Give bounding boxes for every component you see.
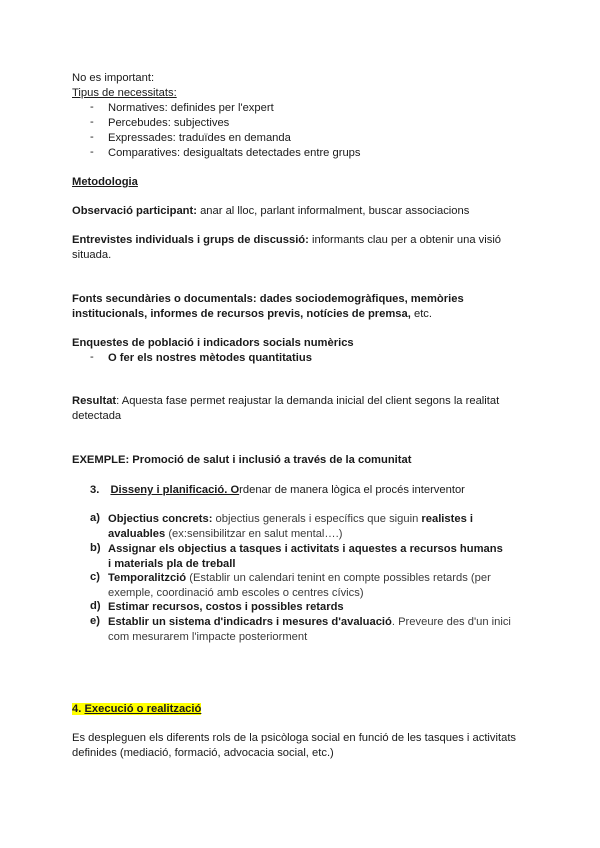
step-4-text-1: Es despleguen els diferents rols de la psicòloga social en funció de les tasques i activitats <box>72 732 517 744</box>
list-item: Normatives: definides per l'expert <box>108 102 274 114</box>
sources-bold: institucionals, informes de recursos previs, notícies de premsa, <box>72 308 411 320</box>
observation-paragraph <box>72 204 469 219</box>
step-4-number: 4. <box>72 703 85 715</box>
list-dash: - <box>90 101 94 113</box>
sub-item-text: . Preveure des d'un inici com mesurarem l'impacte posteriorment <box>108 616 511 643</box>
sub-item-text-2: (ex:sensibilitzar en salut mental….) <box>165 528 343 540</box>
list-dash: - <box>90 131 94 143</box>
sub-item-marker: b) <box>90 542 101 554</box>
step-4-text-2: definides (mediació, formació, advocacia social, etc.) <box>72 747 334 759</box>
sources-tail: etc. <box>410 308 432 320</box>
result-label: Resultat <box>72 395 117 407</box>
sub-item-marker: e) <box>90 615 100 627</box>
sub-item-bold: Establir un sistema d'indicadrs i mesures d'avaluació <box>108 616 392 628</box>
interviews-label: Entrevistes individuals i grups de discussió: <box>72 234 309 246</box>
surveys-sub-item: O fer els nostres mètodes quantitatius <box>108 352 312 364</box>
interviews-text: informants clau per a obtenir una visió <box>308 234 502 246</box>
result-paragraph <box>72 394 499 409</box>
result-text-cont: detectada <box>72 410 122 422</box>
sub-item-b: Assignar els objectius a tasques i activitats i aquestes a recursos humans i materials pla de treball <box>108 543 503 570</box>
sub-item-c <box>108 571 513 601</box>
list-dash: - <box>90 116 94 128</box>
sub-item-marker: a) <box>90 512 100 524</box>
step-3-text: rdenar de manera lògica el procés interventor <box>239 484 465 496</box>
list-item: Percebudes: subjectives <box>108 117 230 129</box>
list-item: Comparatives: desigualtats detectades entre grups <box>108 147 361 159</box>
observation-label: Observació participant: <box>72 205 197 217</box>
list-dash: - <box>90 351 94 363</box>
surveys-label: Enquestes de població i indicadors socials numèrics <box>72 337 354 349</box>
sources-line-2 <box>72 307 432 322</box>
sub-item-marker: c) <box>90 571 100 583</box>
methodology-heading: Metodologia <box>72 176 138 188</box>
sub-item-a <box>108 512 528 542</box>
observation-text: anar al lloc, parlant informalment, buscar associacions <box>196 205 470 217</box>
result-text: : Aquesta fase permet reajustar la demanda inicial del client segons la realitat <box>116 395 500 407</box>
step-4-title: Execució o realització <box>84 703 202 715</box>
interviews-paragraph <box>72 233 501 248</box>
interviews-text-cont: situada. <box>72 249 112 261</box>
needs-title: Tipus de necessitats: <box>72 87 177 99</box>
example-heading: EXEMPLE: Promoció de salut i inclusió a través de la comunitat <box>72 454 412 466</box>
sub-item-text: (Establir un calendari tenint en compte possibles retards (per exemple, coordinació amb escoles o centres cívics) <box>108 572 491 599</box>
step-3-number: 3. <box>90 484 100 496</box>
sub-item-bold: Temporalitzció <box>108 572 187 584</box>
sub-item-bold-2: realistes i avaluables <box>108 513 474 540</box>
not-important-label: No es important: <box>72 72 155 84</box>
step-3-heading <box>90 483 465 498</box>
step-4-heading <box>72 702 201 717</box>
sub-item-marker: d) <box>90 600 101 612</box>
list-item: Expressades: traduïdes en demanda <box>108 132 291 144</box>
step-3-title: Disseny i planificació. O <box>110 484 240 496</box>
sources-line-1: Fonts secundàries o documentals: dades sociodemogràfiques, memòries <box>72 293 464 305</box>
sub-item-e <box>108 615 523 645</box>
list-dash: - <box>90 146 94 158</box>
sub-item-bold: Objectius concrets: <box>108 513 213 525</box>
sub-item-text: objectius generals i específics que siguin <box>212 513 422 525</box>
sub-item-d: Estimar recursos, costos i possibles retards <box>108 601 344 613</box>
